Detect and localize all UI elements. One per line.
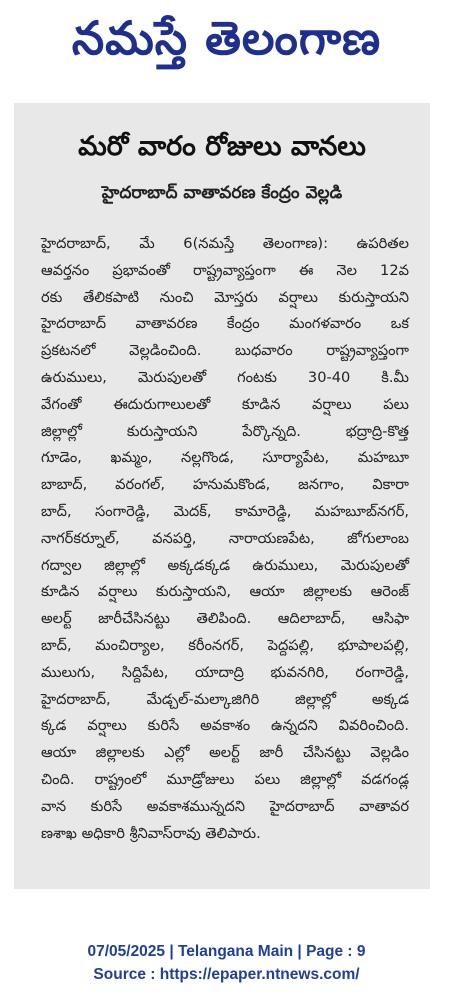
article-line: ప్రకటనలో వెల్లడించింది. బుధవారం రాష్ట్రవ్యాప్తంగా bbox=[41, 342, 409, 360]
article-line: బాబాద్‌, వరంగల్‌, హనుమకొండ, జనగాం, వికారా bbox=[41, 476, 409, 494]
article-line: రకు తేలికపాటి నుంచి మోస్తరు వర్షాలు కురుస్తాయని bbox=[41, 288, 409, 306]
article-line: ములుగు, సిద్దిపేట, యాదాద్రి భువనగిరి, రంగారెడ్డి, bbox=[41, 663, 409, 681]
article-line: నాగర్‌కర్నూల్‌, వనపర్తి, నారాయణపేట, జోగులాంబ bbox=[41, 529, 409, 547]
edition-info: 07/05/2025 | Telangana Main | Page : 9 bbox=[87, 943, 366, 960]
article-line: క్కడ వర్షాలు కురిసే అవకాశం ఉన్నదని వివరించింది. bbox=[41, 717, 409, 735]
article-line: హైదరాబాద్‌, మేడ్చల్‌-మల్కాజిగిరి జిల్లాల్లో అక్కడ bbox=[41, 690, 409, 708]
article-line: చింది. రాష్ట్రంలో మూడ్రోజులు పలు జిల్లాల్లో వడగండ్ల bbox=[41, 770, 409, 788]
masthead-title: నమస్తే తెలంగాణ bbox=[71, 11, 382, 65]
article-line: ఉరుములు, మెరుపులతో గంటకు 30-40 కి.మీ bbox=[41, 368, 409, 386]
article-line: ఆవర్తనం ప్రభావంతో రాష్ట్రవ్యాప్తంగా ఈ నెల 12వ bbox=[41, 261, 409, 279]
source-link[interactable]: Source : https://epaper.ntnews.com/ bbox=[93, 966, 360, 983]
article-line: ఆయా జిల్లాలకు ఎల్లో అలర్ట్‌ జారీ చేసినట్టు వెల్లడిం bbox=[41, 744, 409, 762]
article-line: హైదరాబాద్‌, మే 6(నమస్తే తెలంగాణ): ఉపరితల bbox=[41, 235, 409, 252]
article-line: బాద్‌, సంగారెడ్డి, మెదక్‌, కామారెడ్డి, మహబూబ్‌నగర్‌, bbox=[41, 502, 409, 520]
article-line: బాద్‌, మంచిర్యాల, కరీంనగర్‌, పెద్దపల్లి, భూపాలపల్లి, bbox=[41, 636, 409, 654]
article-headline: మరో వారం రోజులు వానలు bbox=[78, 131, 366, 162]
article-line: కూడిన వర్షాలు కురుస్తాయని, ఆయా జిల్లాలకు ఆరెంజ్‌ bbox=[41, 583, 409, 601]
article-line: జిల్లాల్లో కురుస్తాయని పేర్కొన్నది. భద్రాద్రి-కొత్త bbox=[41, 422, 409, 440]
article-line: గూడెం, ఖమ్మం, నల్లగొండ, సూర్యాపేట, మహబూ bbox=[41, 449, 409, 467]
article-clipping bbox=[14, 103, 430, 889]
article-line: ణశాఖ అధికారి శ్రీనివాస్‌రావు తెలిపారు. bbox=[41, 824, 261, 842]
article-line: గద్వాల జిల్లాల్లో అక్కడక్కడ ఉరుములు, మెరుపులతో bbox=[41, 556, 409, 574]
article-body bbox=[41, 231, 409, 847]
article-subheadline: హైదరాబాద్‌ వాతావరణ కేంద్రం వెల్లడి bbox=[101, 183, 343, 203]
article-line: హైదరాబాద్‌ వాతావరణ కేంద్రం మంగళవారం ఒక bbox=[41, 315, 409, 333]
article-line: అలర్ట్‌ జారీచేసినట్టు తెలిపింది. ఆదిలాబాద్‌, ఆసిఫా bbox=[41, 610, 409, 628]
newspaper-masthead bbox=[0, 0, 453, 88]
article-line: వేగంతో ఈదురుగాలులతో కూడిన వర్షాలు పలు bbox=[41, 395, 409, 413]
article-line: వాన కురిసే అవకాశమున్నదని హైదరాబాద్‌ వాతావర bbox=[41, 797, 409, 815]
